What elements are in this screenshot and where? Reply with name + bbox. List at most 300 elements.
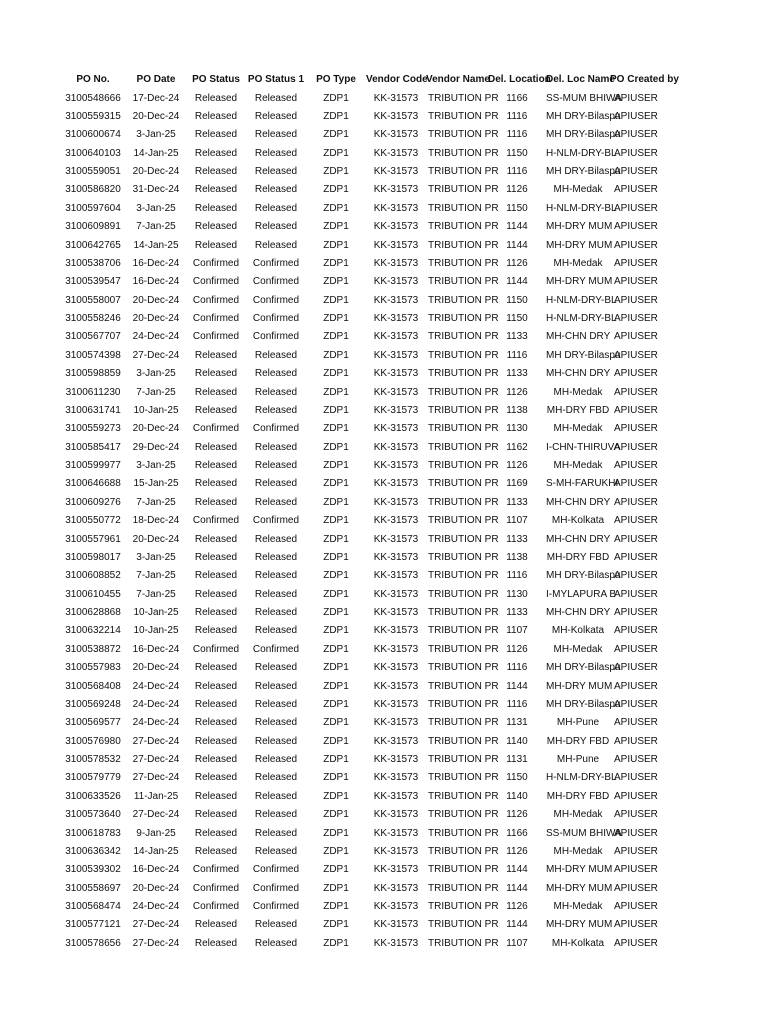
cell-vendor-name[interactable]: TRIBUTION PR (428, 184, 499, 196)
cell-vendor-name[interactable]: TRIBUTION PR (428, 423, 499, 435)
cell-vendor-name[interactable]: TRIBUTION PR (428, 202, 499, 214)
cell-po-status-1[interactable]: Released (254, 790, 298, 802)
cell-po-no[interactable]: 3100550772 (65, 515, 121, 527)
cell-po-no[interactable]: 3100539302 (65, 864, 121, 876)
table-row[interactable] (60, 108, 672, 126)
cell-vendor-code[interactable]: KK-31573 (373, 662, 419, 674)
cell-po-created-by[interactable]: APIUSER (614, 221, 658, 233)
cell-po-status-1[interactable]: Released (254, 845, 298, 857)
table-row[interactable] (60, 769, 672, 787)
cell-del-loc-name[interactable]: MH-DRY FBD (546, 551, 610, 563)
table-row[interactable] (60, 347, 672, 365)
cell-po-type[interactable]: ZDP1 (323, 110, 349, 122)
cell-po-type[interactable]: ZDP1 (323, 349, 349, 361)
cell-vendor-name[interactable]: TRIBUTION PR (428, 221, 499, 233)
cell-po-status-1[interactable]: Released (254, 607, 298, 619)
cell-po-status-1[interactable]: Confirmed (252, 515, 300, 527)
cell-del-location[interactable]: 1126 (506, 184, 528, 196)
table-row[interactable] (60, 898, 672, 916)
cell-po-created-by[interactable]: APIUSER (614, 772, 658, 784)
cell-po-created-by[interactable]: APIUSER (614, 184, 658, 196)
cell-del-loc-name[interactable]: MH-CHN DRY (546, 607, 611, 619)
cell-po-status[interactable]: Released (194, 478, 238, 490)
cell-po-created-by[interactable]: APIUSER (614, 809, 658, 821)
cell-po-type[interactable]: ZDP1 (323, 901, 349, 913)
cell-vendor-name[interactable]: TRIBUTION PR (428, 294, 499, 306)
cell-vendor-code[interactable]: KK-31573 (373, 423, 419, 435)
cell-po-status[interactable]: Released (194, 680, 238, 692)
cell-po-type[interactable]: ZDP1 (323, 772, 349, 784)
cell-del-loc-name[interactable]: MH DRY-Bilaspu (546, 662, 621, 674)
cell-del-location[interactable]: 1144 (506, 864, 528, 876)
cell-po-date[interactable]: 24-Dec-24 (132, 698, 180, 710)
cell-del-location[interactable]: 1144 (506, 919, 528, 931)
cell-del-loc-name[interactable]: H-NLM-DRY-BL (546, 294, 617, 306)
table-row[interactable] (60, 402, 672, 420)
cell-po-status[interactable]: Released (194, 441, 238, 453)
cell-po-no[interactable]: 3100578656 (65, 937, 121, 949)
cell-po-created-by[interactable]: APIUSER (614, 937, 658, 949)
cell-po-status[interactable]: Released (194, 129, 238, 141)
cell-del-loc-name[interactable]: MH-Kolkata (551, 515, 605, 527)
cell-po-created-by[interactable]: APIUSER (614, 533, 658, 545)
cell-po-status[interactable]: Released (194, 845, 238, 857)
cell-po-status[interactable]: Released (194, 551, 238, 563)
cell-del-location[interactable]: 1107 (506, 625, 528, 637)
cell-vendor-code[interactable]: KK-31573 (373, 901, 419, 913)
cell-po-status-1[interactable]: Confirmed (252, 882, 300, 894)
cell-po-date[interactable]: 11-Jan-25 (133, 790, 179, 802)
cell-po-type[interactable]: ZDP1 (323, 735, 349, 747)
cell-del-location[interactable]: 1131 (506, 754, 528, 766)
cell-del-loc-name[interactable]: H-NLM-DRY-BL (546, 202, 617, 214)
cell-po-created-by[interactable]: APIUSER (614, 882, 658, 894)
table-row[interactable] (60, 126, 672, 144)
cell-del-loc-name[interactable]: MH-CHN DRY (546, 368, 611, 380)
cell-vendor-name[interactable]: TRIBUTION PR (428, 919, 499, 931)
cell-del-loc-name[interactable]: MH-Medak (553, 901, 603, 913)
cell-po-no[interactable]: 3100646688 (65, 478, 121, 490)
cell-po-status[interactable]: Released (194, 221, 238, 233)
table-row[interactable] (60, 861, 672, 879)
header-po-date[interactable]: PO Date (136, 74, 176, 86)
cell-po-created-by[interactable]: APIUSER (614, 331, 658, 343)
cell-po-status-1[interactable]: Released (254, 404, 298, 416)
cell-po-created-by[interactable]: APIUSER (614, 570, 658, 582)
cell-vendor-code[interactable]: KK-31573 (373, 441, 419, 453)
cell-vendor-name[interactable]: TRIBUTION PR (428, 166, 499, 178)
cell-po-date[interactable]: 24-Dec-24 (132, 901, 180, 913)
cell-po-status-1[interactable]: Released (254, 570, 298, 582)
cell-po-type[interactable]: ZDP1 (323, 643, 349, 655)
table-row[interactable] (60, 935, 672, 953)
cell-po-created-by[interactable]: APIUSER (614, 754, 658, 766)
cell-vendor-name[interactable]: TRIBUTION PR (428, 845, 499, 857)
cell-po-date[interactable]: 7-Jan-25 (136, 570, 176, 582)
cell-vendor-code[interactable]: KK-31573 (373, 717, 419, 729)
cell-del-loc-name[interactable]: I-MYLAPURA B (546, 588, 617, 600)
cell-po-date[interactable]: 20-Dec-24 (132, 294, 180, 306)
cell-po-type[interactable]: ZDP1 (323, 698, 349, 710)
cell-po-status[interactable]: Released (194, 570, 238, 582)
header-po-status[interactable]: PO Status (192, 74, 240, 86)
cell-po-status-1[interactable]: Released (254, 809, 298, 821)
cell-po-type[interactable]: ZDP1 (323, 662, 349, 674)
cell-vendor-name[interactable]: TRIBUTION PR (428, 441, 499, 453)
cell-po-created-by[interactable]: APIUSER (614, 735, 658, 747)
cell-po-status[interactable]: Released (194, 110, 238, 122)
table-row[interactable] (60, 383, 672, 401)
cell-del-loc-name[interactable]: MH-Medak (553, 845, 603, 857)
cell-po-date[interactable]: 20-Dec-24 (132, 110, 180, 122)
header-vendor-code[interactable]: Vendor Code (366, 74, 428, 86)
cell-po-date[interactable]: 16-Dec-24 (132, 276, 180, 288)
cell-del-location[interactable]: 1150 (506, 294, 528, 306)
cell-del-loc-name[interactable]: SS-MUM BHIWA (546, 827, 622, 839)
cell-po-created-by[interactable]: APIUSER (614, 349, 658, 361)
cell-po-type[interactable]: ZDP1 (323, 496, 349, 508)
cell-po-type[interactable]: ZDP1 (323, 570, 349, 582)
cell-po-status-1[interactable]: Confirmed (252, 331, 300, 343)
cell-po-type[interactable]: ZDP1 (323, 441, 349, 453)
cell-po-type[interactable]: ZDP1 (323, 827, 349, 839)
table-row[interactable] (60, 236, 672, 254)
cell-po-created-by[interactable]: APIUSER (614, 717, 658, 729)
cell-vendor-code[interactable]: KK-31573 (373, 790, 419, 802)
cell-po-no[interactable]: 3100636342 (65, 845, 121, 857)
cell-po-status[interactable]: Released (194, 754, 238, 766)
cell-po-date[interactable]: 14-Jan-25 (133, 239, 179, 251)
cell-po-type[interactable]: ZDP1 (323, 386, 349, 398)
cell-po-no[interactable]: 3100597604 (65, 202, 121, 214)
cell-po-no[interactable]: 3100642765 (65, 239, 121, 251)
table-row[interactable] (60, 806, 672, 824)
cell-po-status-1[interactable]: Released (254, 496, 298, 508)
cell-po-no[interactable]: 3100573640 (65, 809, 121, 821)
cell-vendor-name[interactable]: TRIBUTION PR (428, 882, 499, 894)
cell-vendor-name[interactable]: TRIBUTION PR (428, 404, 499, 416)
cell-po-no[interactable]: 3100586820 (65, 184, 121, 196)
cell-po-no[interactable]: 3100610455 (65, 588, 121, 600)
cell-po-date[interactable]: 24-Dec-24 (132, 717, 180, 729)
cell-po-type[interactable]: ZDP1 (323, 551, 349, 563)
cell-vendor-code[interactable]: KK-31573 (373, 515, 419, 527)
table-row[interactable] (60, 622, 672, 640)
table-row[interactable] (60, 824, 672, 842)
cell-po-status-1[interactable]: Released (254, 662, 298, 674)
cell-po-no[interactable]: 3100567707 (65, 331, 121, 343)
cell-po-created-by[interactable]: APIUSER (614, 404, 658, 416)
cell-po-status[interactable]: Released (194, 184, 238, 196)
cell-po-date[interactable]: 24-Dec-24 (132, 331, 180, 343)
cell-vendor-code[interactable]: KK-31573 (373, 239, 419, 251)
cell-po-status-1[interactable]: Released (254, 533, 298, 545)
table-row[interactable] (60, 751, 672, 769)
cell-po-type[interactable]: ZDP1 (323, 919, 349, 931)
cell-vendor-name[interactable]: TRIBUTION PR (428, 827, 499, 839)
cell-del-loc-name[interactable]: MH-DRY MUM (546, 221, 613, 233)
table-row[interactable] (60, 604, 672, 622)
table-row[interactable] (60, 512, 672, 530)
cell-vendor-name[interactable]: TRIBUTION PR (428, 607, 499, 619)
cell-del-location[interactable]: 1116 (506, 662, 528, 674)
cell-del-location[interactable]: 1150 (506, 772, 528, 784)
cell-del-loc-name[interactable]: MH-DRY MUM (546, 239, 613, 251)
cell-del-location[interactable]: 1107 (506, 515, 528, 527)
cell-del-location[interactable]: 1166 (506, 827, 528, 839)
cell-del-loc-name[interactable]: MH-Kolkata (551, 625, 605, 637)
cell-po-date[interactable]: 27-Dec-24 (132, 754, 180, 766)
cell-po-type[interactable]: ZDP1 (323, 864, 349, 876)
cell-po-type[interactable]: ZDP1 (323, 460, 349, 472)
cell-po-status[interactable]: Confirmed (192, 864, 240, 876)
cell-po-status-1[interactable]: Confirmed (252, 901, 300, 913)
cell-vendor-code[interactable]: KK-31573 (373, 404, 419, 416)
cell-po-status-1[interactable]: Released (254, 754, 298, 766)
cell-vendor-code[interactable]: KK-31573 (373, 919, 419, 931)
cell-po-date[interactable]: 14-Jan-25 (133, 147, 179, 159)
cell-po-no[interactable]: 3100557983 (65, 662, 121, 674)
cell-po-created-by[interactable]: APIUSER (614, 662, 658, 674)
cell-vendor-name[interactable]: TRIBUTION PR (428, 772, 499, 784)
cell-po-type[interactable]: ZDP1 (323, 184, 349, 196)
cell-del-location[interactable]: 1150 (506, 313, 528, 325)
cell-po-status-1[interactable]: Confirmed (252, 643, 300, 655)
cell-del-location[interactable]: 1116 (506, 129, 528, 141)
cell-po-created-by[interactable]: APIUSER (614, 588, 658, 600)
cell-vendor-code[interactable]: KK-31573 (373, 809, 419, 821)
cell-po-status-1[interactable]: Released (254, 221, 298, 233)
cell-del-loc-name[interactable]: MH-Kolkata (551, 937, 605, 949)
cell-del-loc-name[interactable]: MH-Medak (553, 184, 603, 196)
cell-po-no[interactable]: 3100577121 (65, 919, 121, 931)
cell-po-status-1[interactable]: Released (254, 184, 298, 196)
cell-po-status-1[interactable]: Released (254, 202, 298, 214)
cell-po-date[interactable]: 15-Jan-25 (133, 478, 179, 490)
cell-vendor-code[interactable]: KK-31573 (373, 754, 419, 766)
cell-del-location[interactable]: 1140 (506, 735, 528, 747)
cell-del-loc-name[interactable]: MH DRY-Bilaspu (546, 349, 621, 361)
cell-po-status-1[interactable]: Confirmed (252, 257, 300, 269)
cell-del-loc-name[interactable]: MH DRY-Bilaspu (546, 570, 621, 582)
cell-vendor-name[interactable]: TRIBUTION PR (428, 937, 499, 949)
header-del-location[interactable]: Del. Location (488, 74, 551, 86)
cell-vendor-code[interactable]: KK-31573 (373, 698, 419, 710)
cell-vendor-name[interactable]: TRIBUTION PR (428, 368, 499, 380)
cell-po-date[interactable]: 9-Jan-25 (136, 827, 176, 839)
cell-po-status-1[interactable]: Confirmed (252, 423, 300, 435)
table-row[interactable] (60, 843, 672, 861)
table-row[interactable] (60, 530, 672, 548)
cell-vendor-name[interactable]: TRIBUTION PR (428, 901, 499, 913)
cell-po-date[interactable]: 27-Dec-24 (132, 772, 180, 784)
cell-del-location[interactable]: 1138 (506, 404, 528, 416)
cell-po-status[interactable]: Confirmed (192, 257, 240, 269)
cell-po-date[interactable]: 27-Dec-24 (132, 919, 180, 931)
cell-po-status-1[interactable]: Released (254, 588, 298, 600)
cell-po-date[interactable]: 17-Dec-24 (132, 92, 180, 104)
cell-del-loc-name[interactable]: SS-MUM BHIWA (546, 92, 622, 104)
cell-po-status-1[interactable]: Released (254, 386, 298, 398)
cell-po-no[interactable]: 3100558697 (65, 882, 121, 894)
cell-po-status-1[interactable]: Released (254, 239, 298, 251)
cell-po-no[interactable]: 3100574398 (65, 349, 121, 361)
cell-del-loc-name[interactable]: MH-DRY FBD (546, 735, 610, 747)
cell-po-date[interactable]: 24-Dec-24 (132, 680, 180, 692)
cell-vendor-name[interactable]: TRIBUTION PR (428, 496, 499, 508)
cell-po-created-by[interactable]: APIUSER (614, 864, 658, 876)
cell-po-status[interactable]: Released (194, 790, 238, 802)
cell-vendor-name[interactable]: TRIBUTION PR (428, 662, 499, 674)
cell-del-loc-name[interactable]: MH-Medak (553, 257, 603, 269)
cell-po-type[interactable]: ZDP1 (323, 607, 349, 619)
cell-po-no[interactable]: 3100558246 (65, 313, 121, 325)
table-row[interactable] (60, 586, 672, 604)
cell-vendor-code[interactable]: KK-31573 (373, 625, 419, 637)
cell-vendor-name[interactable]: TRIBUTION PR (428, 809, 499, 821)
cell-po-status[interactable]: Released (194, 460, 238, 472)
cell-po-created-by[interactable]: APIUSER (614, 110, 658, 122)
cell-vendor-code[interactable]: KK-31573 (373, 313, 419, 325)
cell-vendor-code[interactable]: KK-31573 (373, 882, 419, 894)
cell-vendor-name[interactable]: TRIBUTION PR (428, 570, 499, 582)
cell-po-date[interactable]: 10-Jan-25 (133, 607, 179, 619)
cell-po-type[interactable]: ZDP1 (323, 478, 349, 490)
table-row[interactable] (60, 880, 672, 898)
cell-po-date[interactable]: 10-Jan-25 (133, 625, 179, 637)
cell-po-no[interactable]: 3100599977 (65, 460, 121, 472)
cell-po-status[interactable]: Released (194, 147, 238, 159)
cell-po-status[interactable]: Released (194, 404, 238, 416)
cell-po-status[interactable]: Released (194, 717, 238, 729)
cell-vendor-code[interactable]: KK-31573 (373, 331, 419, 343)
cell-vendor-code[interactable]: KK-31573 (373, 496, 419, 508)
cell-po-date[interactable]: 20-Dec-24 (132, 423, 180, 435)
header-po-type[interactable]: PO Type (316, 74, 356, 86)
cell-del-loc-name[interactable]: MH-Medak (553, 809, 603, 821)
cell-po-created-by[interactable]: APIUSER (614, 276, 658, 288)
cell-po-status-1[interactable]: Confirmed (252, 276, 300, 288)
table-row[interactable] (60, 696, 672, 714)
cell-del-location[interactable]: 1130 (506, 423, 528, 435)
cell-po-type[interactable]: ZDP1 (323, 515, 349, 527)
cell-vendor-code[interactable]: KK-31573 (373, 184, 419, 196)
cell-del-location[interactable]: 1144 (506, 221, 528, 233)
cell-po-type[interactable]: ZDP1 (323, 588, 349, 600)
cell-del-loc-name[interactable]: MH-DRY MUM (546, 882, 613, 894)
cell-po-date[interactable]: 7-Jan-25 (136, 386, 176, 398)
cell-vendor-name[interactable]: TRIBUTION PR (428, 588, 499, 600)
cell-po-status[interactable]: Confirmed (192, 331, 240, 343)
cell-del-location[interactable]: 1126 (506, 809, 528, 821)
header-po-status-1[interactable]: PO Status 1 (247, 74, 305, 86)
table-row[interactable] (60, 420, 672, 438)
cell-po-status[interactable]: Released (194, 368, 238, 380)
table-row[interactable] (60, 714, 672, 732)
cell-del-location[interactable]: 1126 (506, 643, 528, 655)
table-row[interactable] (60, 255, 672, 273)
cell-po-created-by[interactable]: APIUSER (614, 313, 658, 325)
cell-po-no[interactable]: 3100632214 (65, 625, 121, 637)
cell-vendor-code[interactable]: KK-31573 (373, 680, 419, 692)
cell-po-type[interactable]: ZDP1 (323, 294, 349, 306)
cell-vendor-code[interactable]: KK-31573 (373, 110, 419, 122)
cell-po-status[interactable]: Confirmed (192, 313, 240, 325)
cell-vendor-code[interactable]: KK-31573 (373, 129, 419, 141)
cell-po-status-1[interactable]: Released (254, 698, 298, 710)
cell-del-location[interactable]: 1169 (506, 478, 528, 490)
cell-del-loc-name[interactable]: I-CHN-THIRUVA (546, 441, 621, 453)
cell-po-status[interactable]: Released (194, 809, 238, 821)
cell-po-type[interactable]: ZDP1 (323, 202, 349, 214)
cell-po-type[interactable]: ZDP1 (323, 680, 349, 692)
cell-po-no[interactable]: 3100585417 (65, 441, 121, 453)
cell-vendor-code[interactable]: KK-31573 (373, 257, 419, 269)
cell-del-loc-name[interactable]: MH-CHN DRY (546, 533, 611, 545)
cell-po-created-by[interactable]: APIUSER (614, 423, 658, 435)
cell-po-status[interactable]: Released (194, 349, 238, 361)
cell-del-loc-name[interactable]: MH-Pune (556, 717, 600, 729)
cell-po-status-1[interactable]: Released (254, 349, 298, 361)
cell-po-date[interactable]: 16-Dec-24 (132, 643, 180, 655)
cell-po-no[interactable]: 3100631741 (65, 404, 121, 416)
cell-po-status-1[interactable]: Released (254, 110, 298, 122)
cell-vendor-name[interactable]: TRIBUTION PR (428, 515, 499, 527)
cell-del-location[interactable]: 1116 (506, 570, 528, 582)
cell-po-no[interactable]: 3100576980 (65, 735, 121, 747)
cell-po-created-by[interactable]: APIUSER (614, 257, 658, 269)
cell-po-no[interactable]: 3100557961 (65, 533, 121, 545)
cell-po-status[interactable]: Confirmed (192, 643, 240, 655)
cell-po-type[interactable]: ZDP1 (323, 276, 349, 288)
cell-po-date[interactable]: 20-Dec-24 (132, 533, 180, 545)
cell-del-loc-name[interactable]: MH-Pune (556, 754, 600, 766)
cell-vendor-code[interactable]: KK-31573 (373, 92, 419, 104)
table-row[interactable] (60, 549, 672, 567)
cell-del-location[interactable]: 1150 (506, 202, 528, 214)
table-row[interactable] (60, 439, 672, 457)
cell-po-date[interactable]: 16-Dec-24 (132, 864, 180, 876)
cell-po-status[interactable]: Released (194, 662, 238, 674)
cell-po-created-by[interactable]: APIUSER (614, 790, 658, 802)
cell-po-type[interactable]: ZDP1 (323, 129, 349, 141)
cell-po-status-1[interactable]: Released (254, 735, 298, 747)
table-row[interactable] (60, 457, 672, 475)
cell-del-loc-name[interactable]: MH-DRY MUM (546, 276, 613, 288)
cell-po-created-by[interactable]: APIUSER (614, 845, 658, 857)
cell-vendor-code[interactable]: KK-31573 (373, 386, 419, 398)
cell-po-created-by[interactable]: APIUSER (614, 607, 658, 619)
cell-del-loc-name[interactable]: MH-Medak (553, 423, 603, 435)
table-row[interactable] (60, 475, 672, 493)
cell-po-no[interactable]: 3100548666 (65, 92, 121, 104)
cell-po-no[interactable]: 3100579779 (65, 772, 121, 784)
cell-vendor-name[interactable]: TRIBUTION PR (428, 110, 499, 122)
cell-del-location[interactable]: 1150 (506, 147, 528, 159)
cell-po-date[interactable]: 20-Dec-24 (132, 313, 180, 325)
cell-del-loc-name[interactable]: MH DRY-Bilaspu (546, 129, 621, 141)
cell-po-no[interactable]: 3100609276 (65, 496, 121, 508)
cell-po-status-1[interactable]: Released (254, 166, 298, 178)
cell-vendor-code[interactable]: KK-31573 (373, 166, 419, 178)
cell-po-status-1[interactable]: Released (254, 551, 298, 563)
cell-po-no[interactable]: 3100578532 (65, 754, 121, 766)
cell-po-created-by[interactable]: APIUSER (614, 643, 658, 655)
cell-po-type[interactable]: ZDP1 (323, 257, 349, 269)
cell-vendor-code[interactable]: KK-31573 (373, 607, 419, 619)
cell-po-status[interactable]: Released (194, 386, 238, 398)
cell-vendor-name[interactable]: TRIBUTION PR (428, 698, 499, 710)
